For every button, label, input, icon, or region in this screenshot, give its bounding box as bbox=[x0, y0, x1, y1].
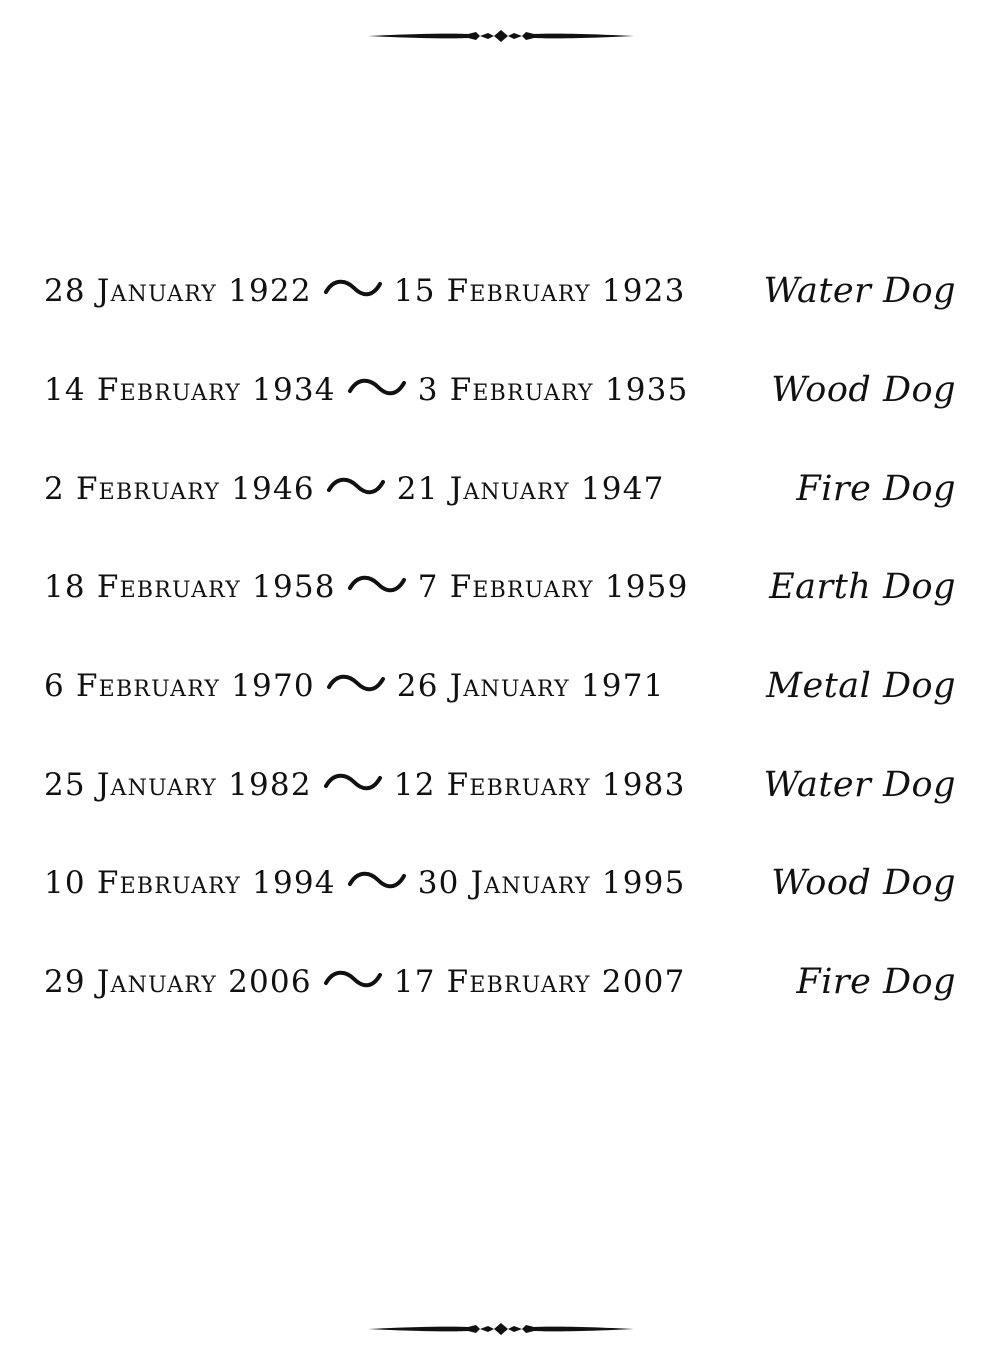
zodiac-sign: Water Dog bbox=[763, 764, 956, 805]
start-date: 29 January 2006 bbox=[44, 964, 312, 1001]
date-range bbox=[44, 767, 686, 803]
start-date: 10 February 1994 bbox=[44, 865, 336, 902]
end-date: 7 February 1959 bbox=[417, 569, 689, 606]
swung-dash-icon bbox=[348, 375, 406, 401]
end-date: 3 February 1935 bbox=[417, 372, 689, 409]
start-date: 25 January 1982 bbox=[44, 766, 312, 803]
start-date: 2 February 1946 bbox=[44, 470, 315, 507]
end-date: 12 February 1983 bbox=[393, 766, 686, 803]
date-range bbox=[44, 273, 686, 309]
zodiac-sign: Wood Dog bbox=[771, 863, 956, 904]
swung-dash-icon bbox=[327, 474, 385, 500]
end-date: 17 February 2007 bbox=[393, 964, 686, 1001]
end-date: 30 January 1995 bbox=[417, 865, 686, 902]
end-date: 21 January 1947 bbox=[396, 470, 665, 507]
zodiac-sign: Earth Dog bbox=[769, 567, 956, 608]
list-item bbox=[44, 735, 956, 834]
bottom-flourish-icon bbox=[368, 1322, 634, 1336]
swung-dash-icon bbox=[324, 967, 382, 993]
date-range bbox=[44, 865, 686, 901]
start-date: 6 February 1970 bbox=[44, 668, 315, 705]
list-item bbox=[44, 834, 956, 933]
top-flourish-icon bbox=[368, 29, 634, 43]
zodiac-sign: Fire Dog bbox=[796, 468, 956, 509]
start-date: 28 January 1922 bbox=[44, 273, 312, 310]
list-item bbox=[44, 933, 956, 1032]
dog-years-list bbox=[44, 242, 956, 1032]
list-item bbox=[44, 341, 956, 440]
end-date: 15 February 1923 bbox=[393, 273, 686, 310]
zodiac-sign: Water Dog bbox=[763, 271, 956, 312]
list-item bbox=[44, 242, 956, 341]
zodiac-sign: Metal Dog bbox=[766, 666, 956, 707]
list-item bbox=[44, 637, 956, 736]
swung-dash-icon bbox=[348, 572, 406, 598]
date-range bbox=[44, 569, 689, 605]
swung-dash-icon bbox=[348, 868, 406, 894]
swung-dash-icon bbox=[324, 770, 382, 796]
date-range bbox=[44, 668, 665, 704]
swung-dash-icon bbox=[324, 276, 382, 302]
end-date: 26 January 1971 bbox=[396, 668, 665, 705]
start-date: 18 February 1958 bbox=[44, 569, 336, 606]
date-range bbox=[44, 372, 689, 408]
zodiac-sign: Fire Dog bbox=[796, 962, 956, 1003]
date-range bbox=[44, 471, 665, 507]
list-item bbox=[44, 439, 956, 538]
list-item bbox=[44, 538, 956, 637]
date-range bbox=[44, 964, 686, 1000]
swung-dash-icon bbox=[327, 671, 385, 697]
start-date: 14 February 1934 bbox=[44, 372, 336, 409]
zodiac-sign: Wood Dog bbox=[771, 370, 956, 411]
